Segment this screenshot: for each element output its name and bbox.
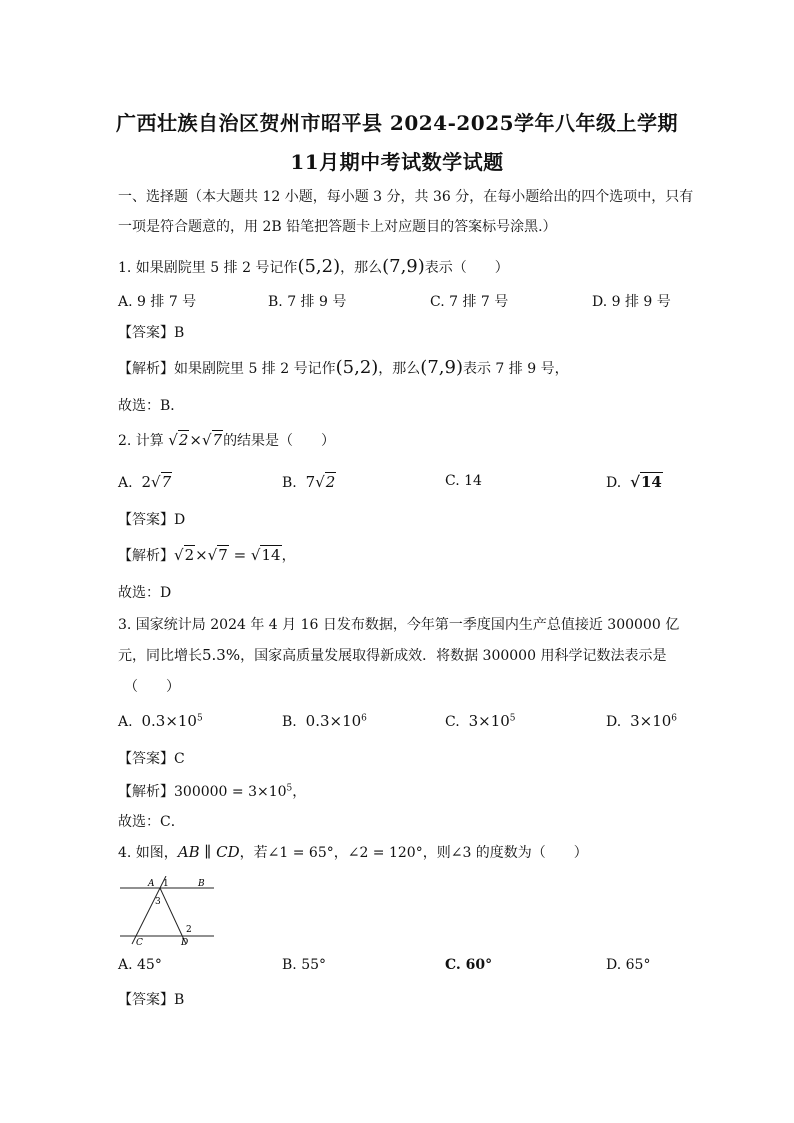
q3-option-d-mantissa: 3×10 <box>630 712 672 730</box>
q3-option-b <box>282 712 367 730</box>
q2-conclusion: 故选：D <box>118 585 172 601</box>
q3-option-a-mantissa: 0.3×10 <box>141 712 197 730</box>
q3-option-c <box>445 712 516 730</box>
label-2: 2 <box>186 925 192 935</box>
q2-option-b-label: B. <box>282 475 297 491</box>
q1-analysis-text-c: 表示 7 排 9 号， <box>462 361 569 377</box>
q4-stem-text-b: ，若∠1 = 65°，∠2 = 120°，则∠3 的度数为（ ） <box>239 845 588 861</box>
q4-option-a: A. 45° <box>118 957 162 973</box>
label-b: B <box>198 879 205 889</box>
q1-analysis-expr-1: (5,2) <box>335 357 379 378</box>
q3-conclusion: 故选：C． <box>118 814 185 830</box>
q1-stem-text-c: 表示（ ） <box>424 260 509 276</box>
q2-option-d-label: D. <box>606 475 622 491</box>
q2-option-d-radicand: 14 <box>640 473 662 491</box>
q3-stem-line-1: 3. 国家统计局 2024 年 4 月 16 日发布数据，今年第一季度国内生产总值接近 300000 亿 <box>118 617 680 633</box>
q3-option-a-exponent: 5 <box>196 713 203 724</box>
q1-option-c: C. 7 排 7 号 <box>430 294 509 310</box>
q2-answer: 【答案】D <box>118 512 186 528</box>
q1-option-a: A. 9 排 7 号 <box>118 294 197 310</box>
q3-stem-line-2 <box>118 645 666 665</box>
q3-option-a-label: A. <box>118 714 133 730</box>
q3-stem-text-b: ，国家高质量发展取得新成效．将数据 300000 用科学记数法表示是 <box>240 648 667 664</box>
q4-stem-text-a: 4. 如图， <box>118 845 178 861</box>
q4-geometry-figure <box>118 876 218 948</box>
q2-analysis-label: 【解析】 <box>118 548 174 564</box>
q1-answer: 【答案】B <box>118 325 185 341</box>
q3-percent: 5.3% <box>202 646 241 664</box>
title-line-2: 11月期中考试数学试题 <box>290 150 504 174</box>
q2-option-d-math: √14 <box>630 473 662 491</box>
q2-option-b-radicand: 2 <box>325 473 336 491</box>
q1-expr-2: (7,9) <box>382 256 425 277</box>
q2-option-a-radicand: 7 <box>161 473 172 491</box>
q1-stem <box>118 256 509 277</box>
q2-stem <box>118 430 335 450</box>
q3-option-b-exponent: 6 <box>361 713 367 724</box>
q1-analysis-text-a: 【解析】如果剧院里 5 排 2 号记作 <box>118 361 336 377</box>
q4-parallel-expression: AB ∥ CD <box>177 843 240 861</box>
q3-option-d-label: D. <box>606 714 622 730</box>
q2-option-d <box>606 473 663 491</box>
q1-analysis-text-b: ，那么 <box>378 361 421 377</box>
q3-analysis-text: 【解析】300000 = 3×10 <box>118 784 287 800</box>
label-d: D <box>181 938 189 948</box>
q3-analysis <box>118 781 306 801</box>
q1-stem-text-a: 1. 如果剧院里 5 排 2 号记作 <box>118 260 298 276</box>
q4-option-b: B. 55° <box>282 957 327 973</box>
q2-option-b-math: 7√2 <box>305 473 336 491</box>
q2-analysis <box>118 545 296 565</box>
q2-option-a-label: A. <box>118 475 133 491</box>
label-a: A <box>148 879 155 889</box>
q2-analysis-expression: √2×√7 = √14 <box>174 546 281 564</box>
q1-conclusion: 故选：B． <box>118 398 185 414</box>
label-1: 1 <box>163 879 169 889</box>
label-3: 3 <box>155 897 161 907</box>
q2-stem-expression: √2×√7 <box>168 431 223 449</box>
q1-analysis-expr-2: (7,9) <box>420 357 463 378</box>
q2-stem-text-a: 2. 计算 <box>118 433 164 449</box>
q3-option-d-exponent: 6 <box>671 713 678 724</box>
q4-option-c: C. 60° <box>445 957 493 973</box>
q2-option-b <box>282 473 336 491</box>
q3-option-c-exponent: 5 <box>509 713 516 724</box>
title-line-1: 广西壮族自治区贺州市昭平县 2024-2025学年八年级上学期 <box>115 111 679 135</box>
label-c: C <box>136 938 143 948</box>
section-instructions-1: 一、选择题（本大题共 12 小题，每小题 3 分，共 36 分，在每小题给出的四个选项中，只有 <box>118 189 694 205</box>
q2-analysis-tail: ， <box>281 548 296 564</box>
q3-option-a <box>118 712 203 730</box>
q3-option-b-mantissa: 0.3×10 <box>305 712 362 730</box>
q4-stem <box>118 842 588 862</box>
q3-option-d <box>606 712 677 730</box>
q2-option-a-coef: 2 <box>141 473 152 491</box>
q3-stem-text-a: 元，同比增长 <box>118 648 202 664</box>
q4-answer: 【答案】B <box>118 992 185 1008</box>
q4-option-d: D. 65° <box>606 957 651 973</box>
q3-analysis-exponent: 5 <box>286 783 293 794</box>
q2-option-c: C. 14 <box>445 473 482 489</box>
q1-option-b: B. 7 排 9 号 <box>268 294 347 310</box>
q2-stem-text-b: 的结果是（ ） <box>223 433 336 449</box>
q2-option-a-math: 2√7 <box>141 473 172 491</box>
q3-answer: 【答案】C <box>118 751 185 767</box>
q3-analysis-tail: ， <box>292 784 307 800</box>
q2-option-a <box>118 473 172 491</box>
q3-option-c-mantissa: 3×10 <box>468 712 510 730</box>
q1-option-d: D. 9 排 9 号 <box>592 294 671 310</box>
q3-option-b-label: B. <box>282 714 297 730</box>
q2-option-b-coef: 7 <box>305 473 316 491</box>
q1-analysis <box>118 357 569 378</box>
q3-stem-line-3: （ ） <box>124 679 180 695</box>
section-instructions-2: 一项是符合题意的，用 2B 铅笔把答题卡上对应题目的答案标号涂黑.） <box>118 219 557 235</box>
q3-option-c-label: C. <box>445 714 460 730</box>
q1-stem-text-b: ，那么 <box>340 260 383 276</box>
q1-expr-1: (5,2) <box>297 256 341 277</box>
